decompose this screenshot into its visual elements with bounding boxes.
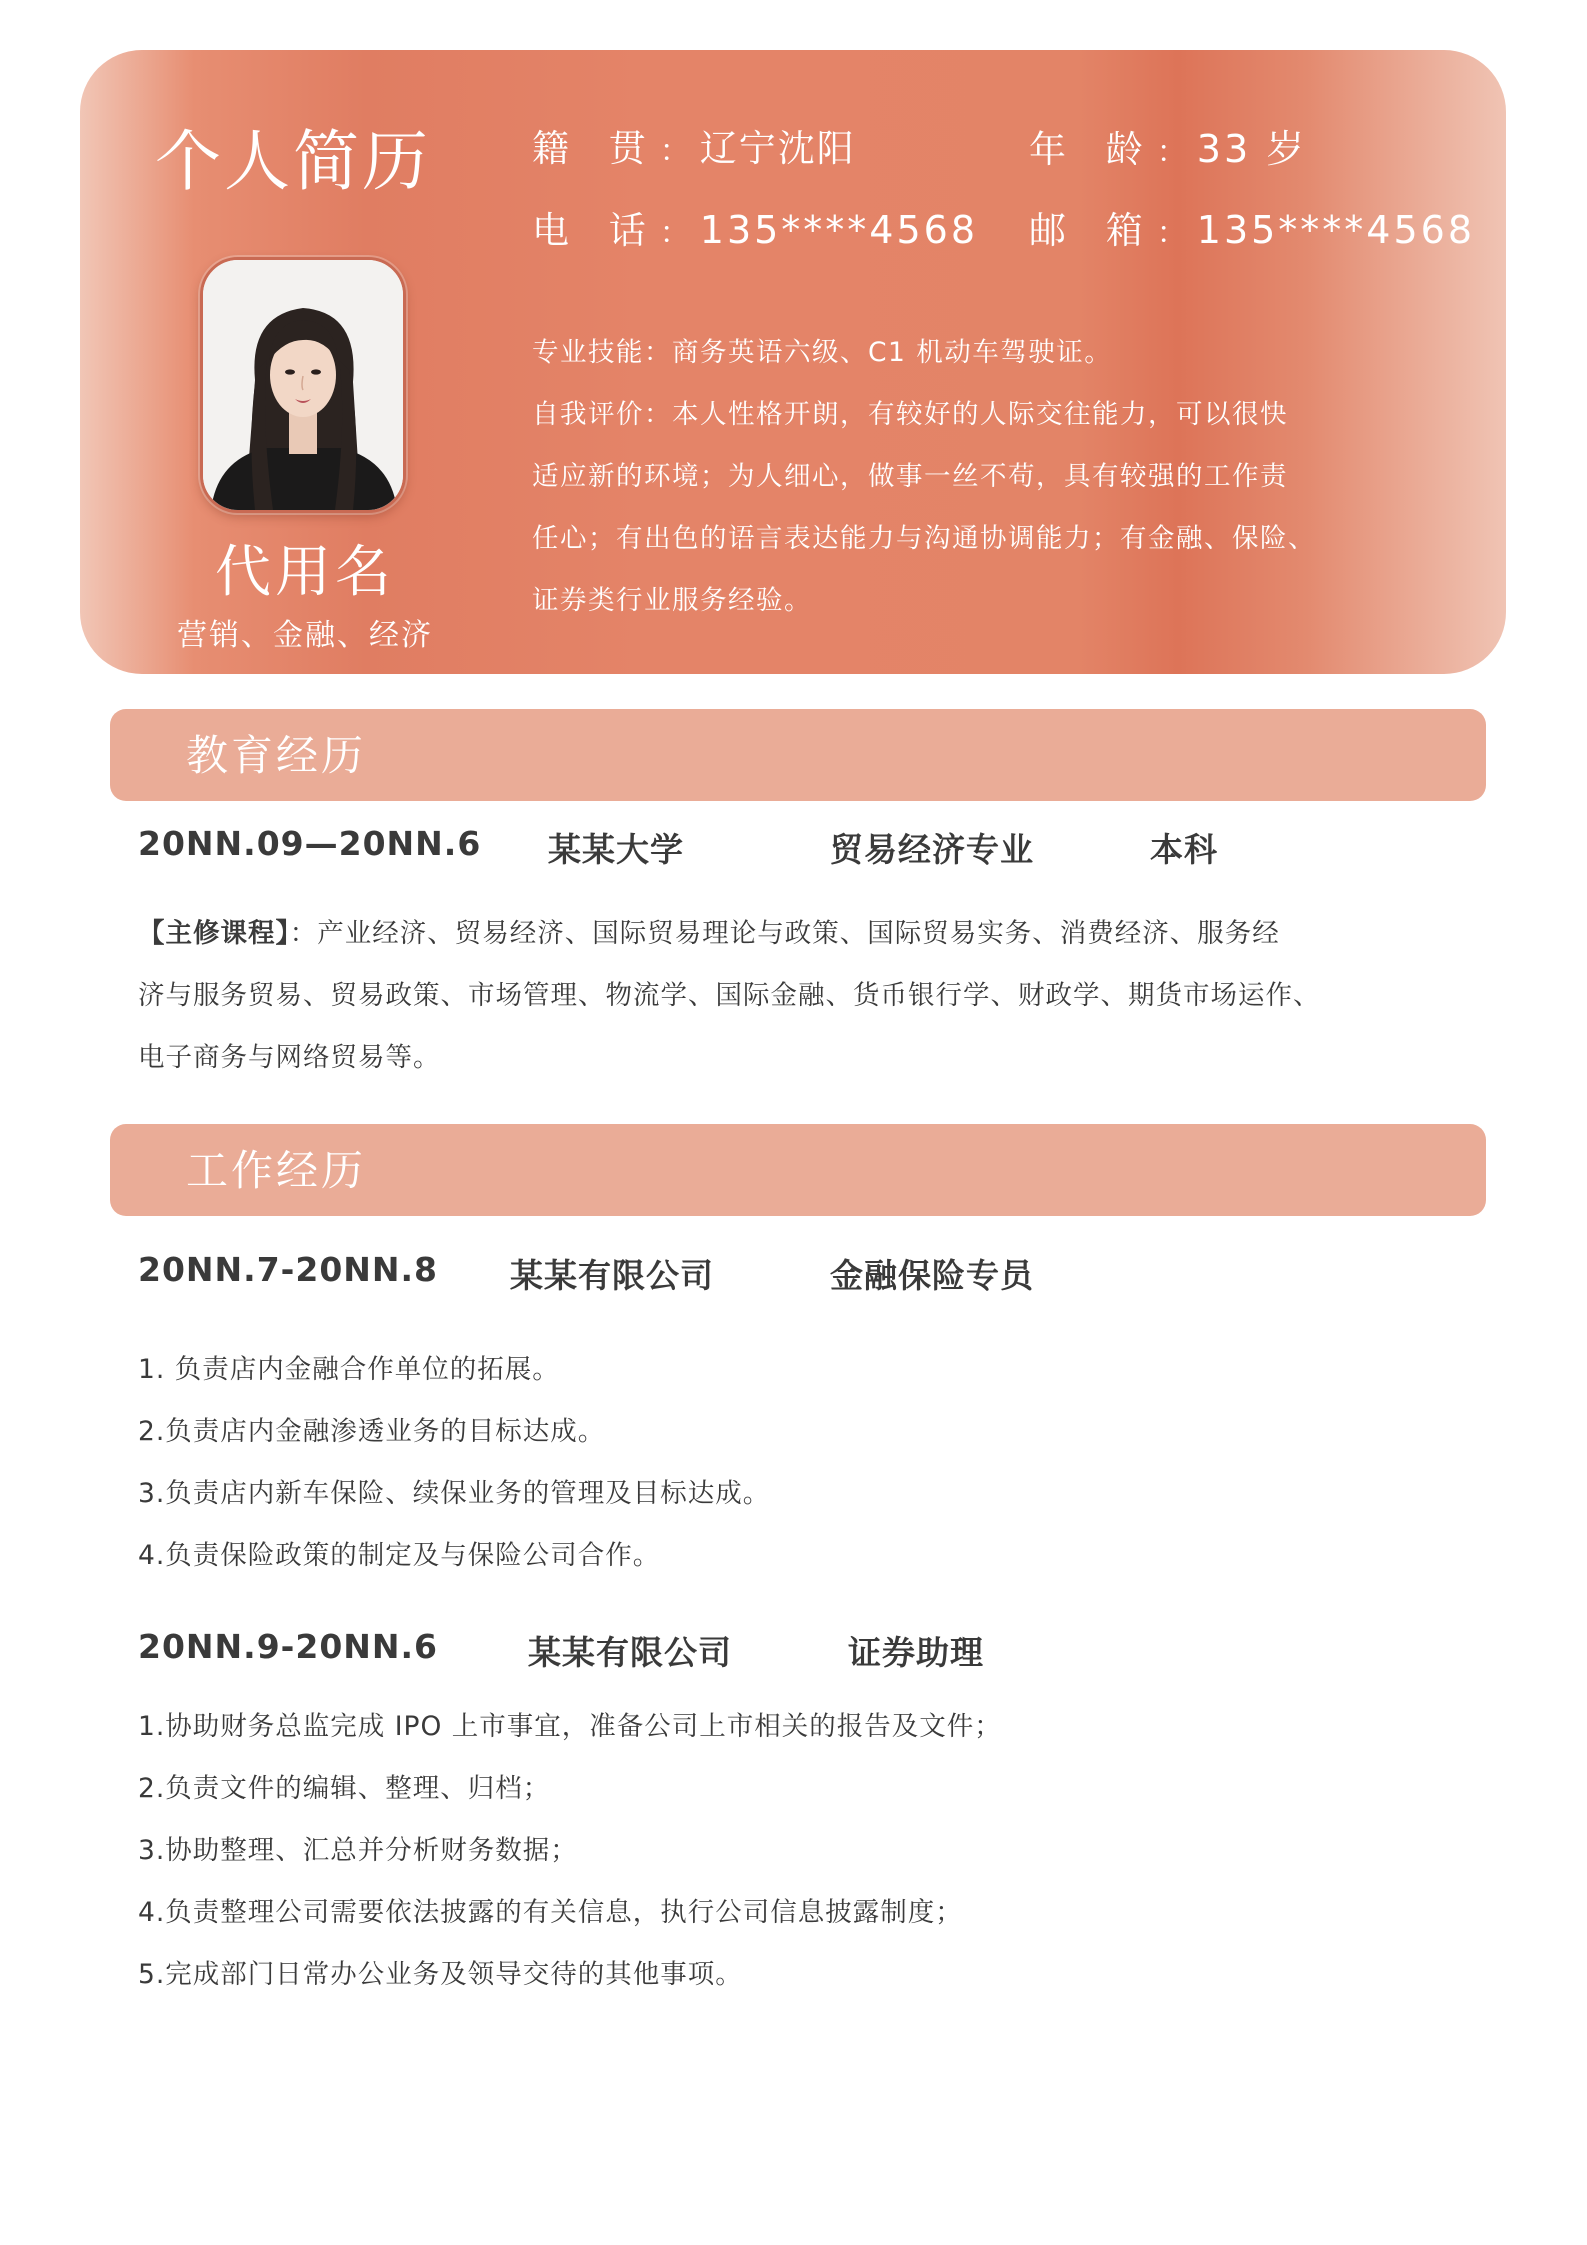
- job-period: 20NN.7-20NN.8: [138, 1250, 439, 1289]
- age-value: 33 岁: [1196, 127, 1308, 171]
- person-name: 代用名: [215, 540, 395, 605]
- education-period: 20NN.09—20NN.6: [138, 824, 482, 863]
- duty-item: 2.负责文件的编辑、整理、归档；: [138, 1773, 551, 1804]
- education-school: 某某大学: [548, 830, 684, 869]
- job-company: 某某有限公司: [528, 1633, 732, 1672]
- duty-item: 3.协助整理、汇总并分析财务数据；: [138, 1835, 578, 1866]
- native-label: 籍 贯: [532, 127, 660, 170]
- profile-line: 证券类行业服务经验。: [532, 585, 812, 616]
- phone-label: 电 话: [532, 209, 660, 252]
- course-line: 电子商务与网络贸易等。: [138, 1042, 441, 1073]
- duty-item: 4.负责整理公司需要依法披露的有关信息，执行公司信息披露制度；: [138, 1897, 963, 1928]
- job-duty-list: [138, 1696, 1438, 2006]
- education-degree: 本科: [1150, 830, 1218, 869]
- person-tags: 营销、金融、经济: [177, 618, 433, 653]
- email-label: 邮 箱: [1029, 209, 1157, 252]
- course-line: [138, 903, 1483, 965]
- duty-item: 1.协助财务总监完成 IPO 上市事宜，准备公司上市相关的报告及文件；: [138, 1711, 1002, 1742]
- phone-colon: ：: [659, 216, 690, 251]
- education-section-title: 教育经历: [186, 731, 367, 780]
- course-line-text: ：产业经济、贸易经济、国际贸易理论与政策、国际贸易实务、消费经济、服务经: [289, 918, 1280, 949]
- info-phone: [532, 200, 978, 254]
- profile-text: [532, 322, 1432, 632]
- info-email: [1029, 200, 1475, 254]
- resume-title: 个人简历: [155, 123, 431, 200]
- portrait-image: [203, 260, 403, 510]
- work-section-title: 工作经历: [186, 1146, 367, 1195]
- job-period: 20NN.9-20NN.6: [138, 1627, 439, 1666]
- education-major: 贸易经济专业: [830, 830, 1034, 869]
- phone-value: 135****4568: [699, 208, 979, 252]
- native-value: 辽宁沈阳: [699, 127, 856, 170]
- job-position: 金融保险专员: [830, 1256, 1034, 1295]
- profile-line: 专业技能：商务英语六级、C1 机动车驾驶证。: [532, 337, 1113, 368]
- info-native: [532, 118, 856, 172]
- profile-line: 任心；有出色的语言表达能力与沟通协调能力；有金融、保险、: [532, 523, 1316, 554]
- education-section-header: [110, 709, 1486, 801]
- age-label: 年 龄: [1029, 128, 1157, 171]
- duty-item: 1. 负责店内金融合作单位的拓展。: [138, 1354, 560, 1385]
- age-colon: ：: [1156, 135, 1187, 170]
- course-description: [138, 903, 1483, 1089]
- job-duty-list: [138, 1339, 1438, 1587]
- profile-line: 适应新的环境；为人细心，做事一丝不苟，具有较强的工作责: [532, 461, 1288, 492]
- course-label: 【主修课程】: [138, 918, 290, 949]
- info-age: [1029, 118, 1307, 173]
- header-card: [80, 50, 1506, 674]
- job-position: 证券助理: [848, 1633, 984, 1672]
- native-colon: ：: [659, 134, 690, 169]
- email-colon: ：: [1156, 216, 1187, 251]
- job-entry: [138, 1250, 1238, 1300]
- education-entry: [138, 824, 1238, 874]
- duty-item: 5.完成部门日常办公业务及领导交待的其他事项。: [138, 1959, 743, 1990]
- duty-item: 4.负责保险政策的制定及与保险公司合作。: [138, 1540, 661, 1571]
- email-value: 135****4568: [1196, 208, 1476, 252]
- duty-item: 2.负责店内金融渗透业务的目标达成。: [138, 1416, 606, 1447]
- course-line: 济与服务贸易、贸易政策、市场管理、物流学、国际金融、货币银行学、财政学、期货市场运作、: [138, 980, 1321, 1011]
- duty-item: 3.负责店内新车保险、续保业务的管理及目标达成。: [138, 1478, 771, 1509]
- job-entry: [138, 1627, 1238, 1677]
- profile-line: 自我评价：本人性格开朗，有较好的人际交往能力，可以很快: [532, 399, 1288, 430]
- work-section-header: [110, 1124, 1486, 1216]
- profile-photo: [200, 257, 406, 513]
- job-company: 某某有限公司: [510, 1256, 714, 1295]
